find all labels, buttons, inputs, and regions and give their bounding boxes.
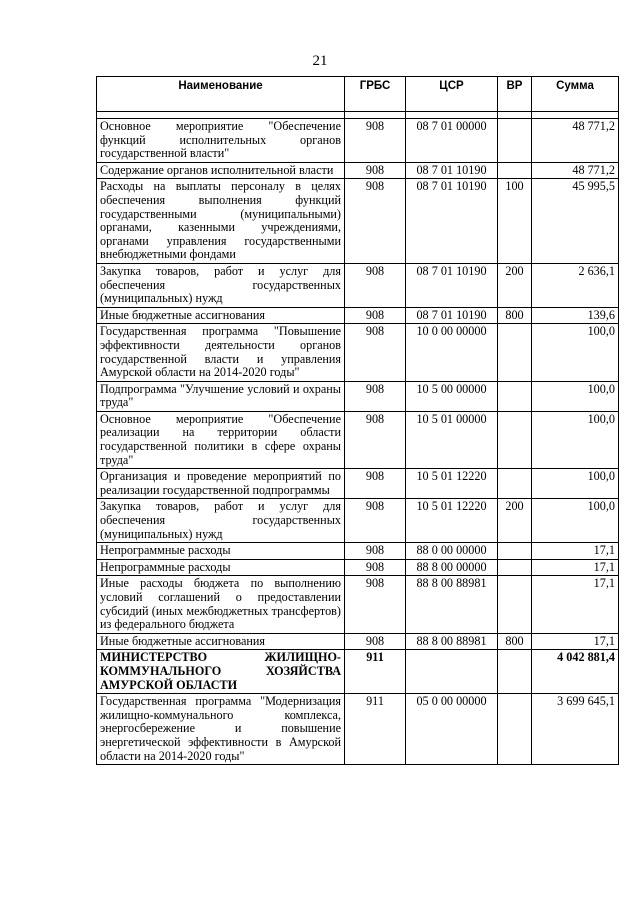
row-vr-cell bbox=[498, 411, 532, 468]
row-grbs-cell: 908 bbox=[345, 411, 406, 468]
row-csr-cell: 88 8 00 00000 bbox=[406, 559, 498, 576]
row-csr-cell: 10 5 00 00000 bbox=[406, 381, 498, 411]
row-sum-cell: 100,0 bbox=[532, 381, 619, 411]
row-name-cell: МИНИСТЕРСТВО ЖИЛИЩНО-КОММУНАЛЬНОГО ХОЗЯЙСТВА АМУРСКОЙ ОБЛАСТИ bbox=[97, 650, 345, 694]
row-vr-cell bbox=[498, 576, 532, 633]
table-row bbox=[97, 469, 619, 499]
table-row bbox=[97, 119, 619, 163]
header-spacer-row bbox=[97, 112, 619, 119]
table-header-row bbox=[97, 77, 619, 112]
column-header-sum: Сумма bbox=[532, 77, 619, 112]
row-grbs-cell: 908 bbox=[345, 324, 406, 381]
row-vr-cell: 200 bbox=[498, 499, 532, 543]
row-name-cell: Государственная программа "Повышение эффективности деятельности органов государственной власти и управления Амурской области на 2014-2020 годы" bbox=[97, 324, 345, 381]
row-sum-cell: 100,0 bbox=[532, 324, 619, 381]
row-csr-cell: 88 8 00 88981 bbox=[406, 633, 498, 650]
row-vr-cell bbox=[498, 119, 532, 163]
table-row bbox=[97, 633, 619, 650]
table-row bbox=[97, 499, 619, 543]
row-vr-cell bbox=[498, 324, 532, 381]
row-sum-cell: 139,6 bbox=[532, 307, 619, 324]
row-vr-cell bbox=[498, 650, 532, 694]
row-csr-cell: 10 5 01 12220 bbox=[406, 469, 498, 499]
row-grbs-cell: 908 bbox=[345, 559, 406, 576]
row-name-cell: Иные бюджетные ассигнования bbox=[97, 307, 345, 324]
row-name-cell: Государственная программа "Модернизация жилищно-коммунального комплекса, энергосбережение и повышение энергетической эффективности в Амурской области на 2014-2020 годы" bbox=[97, 694, 345, 765]
row-csr-cell: 08 7 01 10190 bbox=[406, 263, 498, 307]
row-grbs-cell: 908 bbox=[345, 179, 406, 264]
row-sum-cell: 17,1 bbox=[532, 543, 619, 560]
row-csr-cell: 08 7 01 10190 bbox=[406, 179, 498, 264]
row-name-cell: Непрограммные расходы bbox=[97, 543, 345, 560]
row-name-cell: Подпрограмма "Улучшение условий и охраны труда" bbox=[97, 381, 345, 411]
row-vr-cell: 800 bbox=[498, 307, 532, 324]
row-grbs-cell: 911 bbox=[345, 694, 406, 765]
page-number: 21 bbox=[312, 53, 328, 69]
table-row bbox=[97, 694, 619, 765]
row-grbs-cell: 908 bbox=[345, 499, 406, 543]
row-grbs-cell: 908 bbox=[345, 162, 406, 179]
row-grbs-cell: 908 bbox=[345, 633, 406, 650]
table-body bbox=[97, 119, 619, 765]
table-row bbox=[97, 307, 619, 324]
table-row bbox=[97, 162, 619, 179]
row-grbs-cell: 908 bbox=[345, 307, 406, 324]
row-csr-cell bbox=[406, 650, 498, 694]
row-vr-cell bbox=[498, 469, 532, 499]
row-csr-cell: 08 7 01 10190 bbox=[406, 307, 498, 324]
row-name-cell: Непрограммные расходы bbox=[97, 559, 345, 576]
row-sum-cell: 45 995,5 bbox=[532, 179, 619, 264]
row-grbs-cell: 908 bbox=[345, 263, 406, 307]
row-name-cell: Закупка товаров, работ и услуг для обеспечения государственных (муниципальных) нужд bbox=[97, 499, 345, 543]
row-csr-cell: 05 0 00 00000 bbox=[406, 694, 498, 765]
row-vr-cell bbox=[498, 543, 532, 560]
table-row bbox=[97, 576, 619, 633]
row-sum-cell: 17,1 bbox=[532, 576, 619, 633]
row-vr-cell bbox=[498, 381, 532, 411]
row-vr-cell: 800 bbox=[498, 633, 532, 650]
row-vr-cell: 200 bbox=[498, 263, 532, 307]
row-csr-cell: 08 7 01 00000 bbox=[406, 119, 498, 163]
row-name-cell: Содержание органов исполнительной власти bbox=[97, 162, 345, 179]
row-grbs-cell: 908 bbox=[345, 381, 406, 411]
budget-table bbox=[96, 76, 619, 765]
row-csr-cell: 10 0 00 00000 bbox=[406, 324, 498, 381]
row-vr-cell bbox=[498, 162, 532, 179]
table-row bbox=[97, 381, 619, 411]
row-sum-cell: 17,1 bbox=[532, 559, 619, 576]
row-sum-cell: 3 699 645,1 bbox=[532, 694, 619, 765]
table-row bbox=[97, 324, 619, 381]
row-name-cell: Расходы на выплаты персоналу в целях обеспечения выполнения функций государственными (муниципальными) органами, казенными учреждениями, органами управления государственными внебюджетными фондами bbox=[97, 179, 345, 264]
column-header-vr: ВР bbox=[498, 77, 532, 112]
row-name-cell: Иные расходы бюджета по выполнению условий соглашений о предоставлении субсидий (иных межбюджетных трансфертов) из федерального бюджета bbox=[97, 576, 345, 633]
row-vr-cell bbox=[498, 694, 532, 765]
row-name-cell: Закупка товаров, работ и услуг для обеспечения государственных (муниципальных) нужд bbox=[97, 263, 345, 307]
row-sum-cell: 100,0 bbox=[532, 469, 619, 499]
row-csr-cell: 88 0 00 00000 bbox=[406, 543, 498, 560]
row-name-cell: Иные бюджетные ассигнования bbox=[97, 633, 345, 650]
table-row bbox=[97, 411, 619, 468]
column-header-csr: ЦСР bbox=[406, 77, 498, 112]
column-header-name: Наименование bbox=[97, 77, 345, 112]
row-sum-cell: 100,0 bbox=[532, 499, 619, 543]
table-row bbox=[97, 650, 619, 694]
row-sum-cell: 4 042 881,4 bbox=[532, 650, 619, 694]
table-row bbox=[97, 263, 619, 307]
row-csr-cell: 10 5 01 00000 bbox=[406, 411, 498, 468]
row-grbs-cell: 908 bbox=[345, 119, 406, 163]
row-vr-cell bbox=[498, 559, 532, 576]
row-csr-cell: 08 7 01 10190 bbox=[406, 162, 498, 179]
table-row bbox=[97, 559, 619, 576]
row-grbs-cell: 911 bbox=[345, 650, 406, 694]
row-sum-cell: 100,0 bbox=[532, 411, 619, 468]
column-header-grbs: ГРБС bbox=[345, 77, 406, 112]
row-grbs-cell: 908 bbox=[345, 543, 406, 560]
row-sum-cell: 48 771,2 bbox=[532, 119, 619, 163]
row-grbs-cell: 908 bbox=[345, 469, 406, 499]
table-row bbox=[97, 543, 619, 560]
row-sum-cell: 48 771,2 bbox=[532, 162, 619, 179]
table-row bbox=[97, 179, 619, 264]
row-sum-cell: 17,1 bbox=[532, 633, 619, 650]
row-sum-cell: 2 636,1 bbox=[532, 263, 619, 307]
row-csr-cell: 88 8 00 88981 bbox=[406, 576, 498, 633]
row-vr-cell: 100 bbox=[498, 179, 532, 264]
row-name-cell: Основное мероприятие "Обеспечение реализации на территории области государственной политики в сфере охраны труда" bbox=[97, 411, 345, 468]
row-name-cell: Основное мероприятие "Обеспечение функций исполнительных органов государственной власти" bbox=[97, 119, 345, 163]
row-grbs-cell: 908 bbox=[345, 576, 406, 633]
row-csr-cell: 10 5 01 12220 bbox=[406, 499, 498, 543]
row-name-cell: Организация и проведение мероприятий по реализации государственной подпрограммы bbox=[97, 469, 345, 499]
